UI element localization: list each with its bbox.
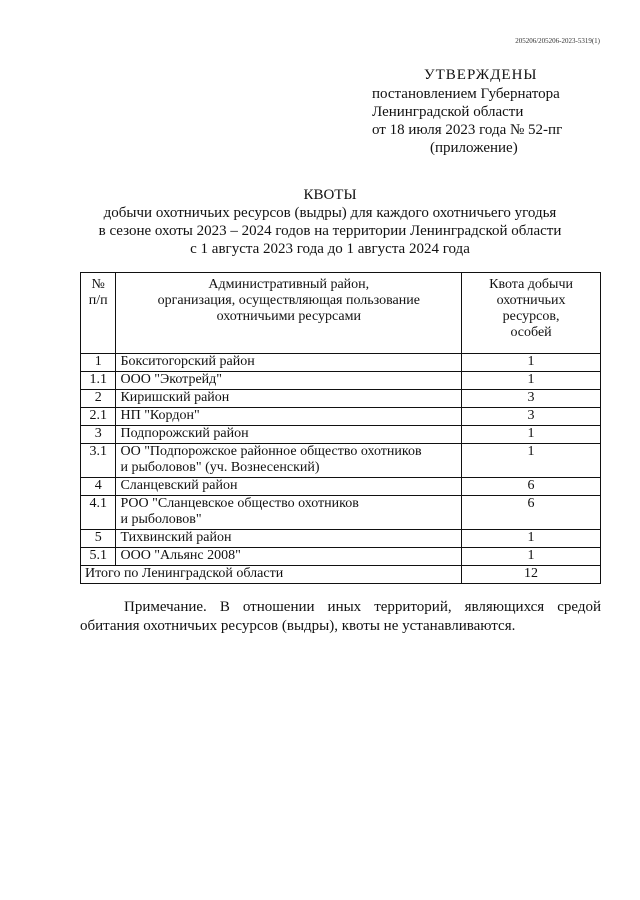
row-quota: 3	[462, 390, 601, 408]
header-number	[81, 273, 116, 354]
row-quota: 3	[462, 408, 601, 426]
document-title: КВОТЫ	[303, 187, 357, 203]
row-number: 1.1	[81, 372, 116, 390]
row-quota: 1	[462, 530, 601, 548]
document-heading	[60, 186, 600, 258]
total-quota: 12	[462, 566, 601, 584]
total-label: Итого по Ленинградской области	[81, 566, 462, 584]
row-name: Киришский район	[116, 390, 462, 408]
header-text: Административный район,	[208, 277, 370, 292]
row-number: 4.1	[81, 496, 116, 530]
table-total-row	[81, 566, 601, 584]
row-name: Бокситогорский район	[116, 354, 462, 372]
row-name: Сланцевский район	[116, 478, 462, 496]
document-subtitle: в сезоне охоты 2023 – 2024 годов на территории Ленинградской области	[98, 223, 562, 239]
header-text: особей	[510, 325, 552, 340]
header-text: ресурсов,	[502, 309, 560, 324]
row-quota: 6	[462, 478, 601, 496]
row-number: 2.1	[81, 408, 116, 426]
approval-line: от 18 июля 2023 года № 52-пг	[372, 122, 563, 138]
row-name: ООО "Экотрейд"	[116, 372, 462, 390]
approval-line: Ленинградской области	[372, 104, 524, 120]
row-quota: 6	[462, 496, 601, 530]
row-quota: 1	[462, 548, 601, 566]
table-row	[81, 354, 601, 372]
table-row	[81, 390, 601, 408]
table-row	[81, 496, 601, 530]
document-subtitle: добычи охотничьих ресурсов (выдры) для каждого охотничьего угодья	[103, 205, 557, 221]
row-name-line: ОО "Подпорожское районное общество охотников	[120, 444, 422, 459]
note-line: обитания охотничьих ресурсов (выдры), квоты не устанавливаются.	[80, 618, 516, 634]
row-quota: 1	[462, 426, 601, 444]
table-header-row	[81, 273, 601, 354]
header-text: п/п	[88, 293, 108, 308]
row-name	[116, 444, 462, 478]
note-paragraph	[80, 598, 601, 636]
row-name	[116, 496, 462, 530]
row-name: Тихвинский район	[116, 530, 462, 548]
header-text: Квота добычи	[489, 277, 573, 292]
note-line: Примечание. В отношении иных территорий, являющихся средой	[124, 599, 601, 615]
row-name: НП "Кордон"	[116, 408, 462, 426]
approval-line: (приложение)	[430, 140, 518, 156]
document-id: 205206/205206-2023-5319(1)	[515, 37, 600, 45]
row-number: 5.1	[81, 548, 116, 566]
row-name: Подпорожский район	[116, 426, 462, 444]
row-quota: 1	[462, 372, 601, 390]
row-name-line: и рыболовов"	[120, 512, 202, 527]
approval-title: УТВЕРЖДЕНЫ	[424, 67, 538, 83]
row-number: 3.1	[81, 444, 116, 478]
table-row	[81, 408, 601, 426]
header-quota	[462, 273, 601, 354]
document-subtitle: с 1 августа 2023 года до 1 августа 2024 года	[190, 241, 470, 257]
header-text: охотничьими ресурсами	[216, 309, 361, 324]
row-quota: 1	[462, 354, 601, 372]
header-text: организация, осуществляющая пользование	[157, 293, 420, 308]
table-row	[81, 372, 601, 390]
header-text: №	[91, 277, 105, 292]
table-row	[81, 530, 601, 548]
header-text: охотничьих	[496, 293, 566, 308]
row-quota: 1	[462, 444, 601, 478]
row-number: 2	[81, 390, 116, 408]
header-name	[116, 273, 462, 354]
table-row	[81, 426, 601, 444]
approval-line: постановлением Губернатора	[372, 86, 560, 102]
row-name: ООО "Альянс 2008"	[116, 548, 462, 566]
table-row	[81, 478, 601, 496]
row-number: 1	[81, 354, 116, 372]
table-row	[81, 548, 601, 566]
row-number: 3	[81, 426, 116, 444]
row-number: 5	[81, 530, 116, 548]
row-name-line: и рыболовов" (уч. Вознесенский)	[120, 460, 320, 475]
row-number: 4	[81, 478, 116, 496]
quota-table	[80, 272, 601, 584]
row-name-line: РОО "Сланцевское общество охотников	[120, 496, 359, 511]
table-row	[81, 444, 601, 478]
